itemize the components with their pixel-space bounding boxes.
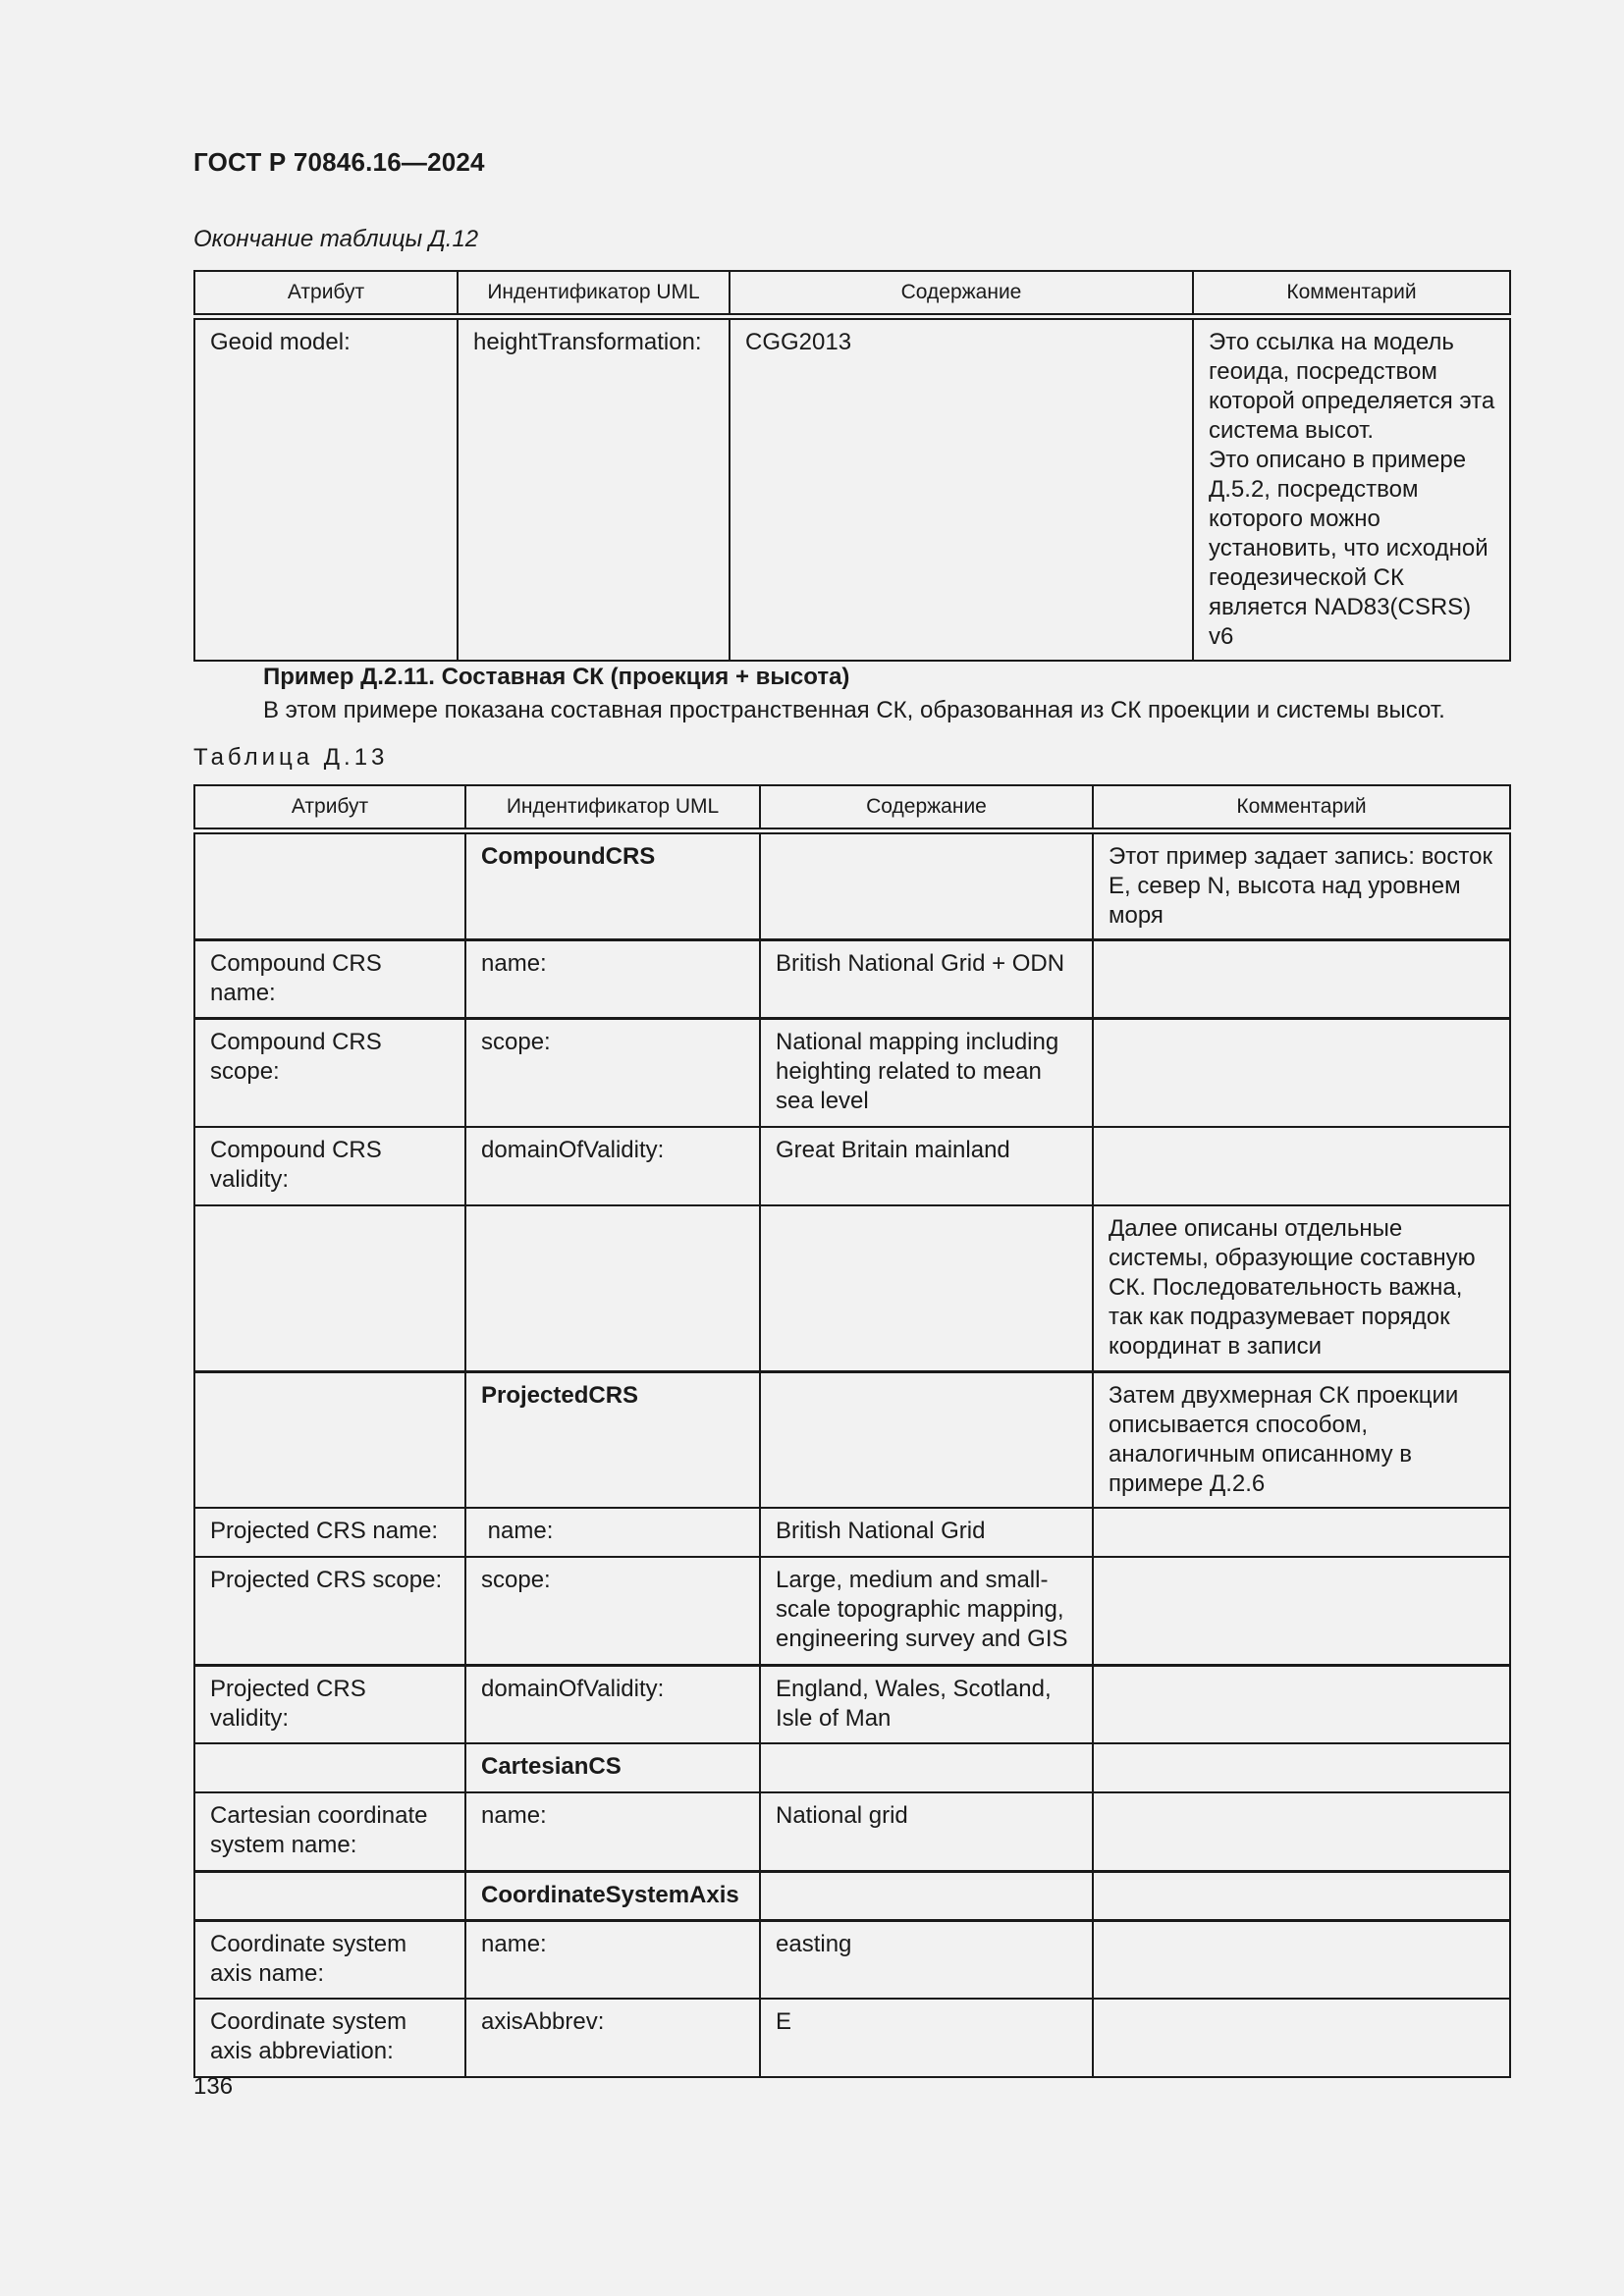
cell-attribute: Cartesian coordinate system name: [194, 1792, 465, 1871]
cell-content [760, 1372, 1093, 1509]
cell-attribute: Geoid model: [194, 317, 458, 662]
cell-attribute: Compound CRS validity: [194, 1127, 465, 1205]
cell-attribute: Projected CRS validity: [194, 1665, 465, 1743]
table-caption: Таблица Д.13 [193, 744, 389, 771]
cell-uml [465, 1205, 760, 1372]
table-row [194, 1743, 1510, 1792]
table-header-row [194, 271, 1510, 317]
cell-uml: name: [465, 1792, 760, 1871]
example-block [263, 661, 1500, 727]
cell-content: CGG2013 [730, 317, 1193, 662]
example-text: В этом примере показана составная пространственная СК, образованная из СК проекции и системы высот. [263, 697, 1445, 723]
cell-comment [1093, 1019, 1510, 1127]
cell-attribute [194, 1205, 465, 1372]
cell-attribute: Coordinate system axis abbreviation: [194, 1999, 465, 2077]
table-row [194, 1205, 1510, 1372]
cell-attribute [194, 1372, 465, 1509]
table-row [194, 1019, 1510, 1127]
cell-uml: domainOfValidity: [465, 1127, 760, 1205]
table-row [194, 1920, 1510, 1999]
cell-comment [1093, 940, 1510, 1019]
cell-content: England, Wales, Scotland, Isle of Man [760, 1665, 1093, 1743]
uml-class-name: CartesianCS [481, 1753, 622, 1780]
page-number: 136 [193, 2073, 234, 2100]
cell-uml: heightTransformation: [458, 317, 730, 662]
column-header-content: Содержание [760, 785, 1093, 831]
cell-comment: Затем двухмерная СК проекции описывается способом, аналогичным описанному в примере Д.2.6 [1093, 1372, 1510, 1509]
column-header-comment: Комментарий [1093, 785, 1510, 831]
cell-comment [1093, 1508, 1510, 1557]
table-row [194, 317, 1510, 662]
cell-comment [1093, 1920, 1510, 1999]
cell-content [760, 1743, 1093, 1792]
cell-attribute: Projected CRS scope: [194, 1557, 465, 1665]
cell-comment [1093, 1127, 1510, 1205]
table-row [194, 1372, 1510, 1509]
cell-content: National mapping including heighting related to mean sea level [760, 1019, 1093, 1127]
column-header-uml: Индентификатор UML [458, 271, 730, 317]
table-header-row [194, 785, 1510, 831]
cell-uml [465, 1743, 760, 1792]
uml-class-name: CoordinateSystemAxis [481, 1881, 739, 1908]
cell-attribute: Coordinate system axis name: [194, 1920, 465, 1999]
cell-comment: Этот пример задает запись: восток E, север N, высота над уровнем моря [1093, 831, 1510, 940]
table-row [194, 1792, 1510, 1871]
table-row [194, 831, 1510, 940]
comment-paragraph: Это ссылка на модель геоида, посредством которой определяется эта система высот. [1209, 329, 1495, 444]
cell-comment [1093, 1792, 1510, 1871]
cell-content: E [760, 1999, 1093, 2077]
cell-content: British National Grid [760, 1508, 1093, 1557]
cell-content: Large, medium and small-scale topographic mapping, engineering survey and GIS [760, 1557, 1093, 1665]
table-d13 [193, 784, 1511, 2078]
cell-content [760, 1205, 1093, 1372]
cell-comment [1093, 1743, 1510, 1792]
uml-class-name: ProjectedCRS [481, 1382, 639, 1409]
cell-uml: name: [465, 1920, 760, 1999]
uml-class-name: CompoundCRS [481, 843, 656, 870]
table-row [194, 1871, 1510, 1920]
cell-uml: domainOfValidity: [465, 1665, 760, 1743]
cell-uml: scope: [465, 1557, 760, 1665]
cell-uml [465, 1372, 760, 1509]
table-d12-end [193, 270, 1511, 662]
column-header-attribute: Атрибут [194, 785, 465, 831]
column-header-comment: Комментарий [1193, 271, 1510, 317]
cell-uml [465, 831, 760, 940]
example-title: Пример Д.2.11. Составная СК (проекция + высота) [263, 664, 850, 690]
cell-content [760, 1871, 1093, 1920]
table-continuation-label: Окончание таблицы Д.12 [193, 226, 479, 252]
cell-uml: axisAbbrev: [465, 1999, 760, 2077]
cell-content: easting [760, 1920, 1093, 1999]
cell-comment [1093, 1557, 1510, 1665]
cell-uml: name: [465, 940, 760, 1019]
table-row [194, 1665, 1510, 1743]
cell-comment [1093, 1871, 1510, 1920]
cell-comment [1093, 1665, 1510, 1743]
cell-content: Great Britain mainland [760, 1127, 1093, 1205]
cell-attribute [194, 1871, 465, 1920]
comment-paragraph: Это описано в примере Д.5.2, посредством которого можно установить, что исходной геодезической СК является NAD83(CSRS) v6 [1209, 447, 1489, 650]
cell-comment [1193, 317, 1510, 662]
cell-attribute [194, 1743, 465, 1792]
cell-comment: Далее описаны отдельные системы, образующие составную СК. Последовательность важна, так как подразумевает порядок координат в записи [1093, 1205, 1510, 1372]
cell-attribute: Compound CRS name: [194, 940, 465, 1019]
cell-uml [465, 1871, 760, 1920]
table-row [194, 940, 1510, 1019]
column-header-uml: Индентификатор UML [465, 785, 760, 831]
column-header-attribute: Атрибут [194, 271, 458, 317]
table-row [194, 1999, 1510, 2077]
table-row [194, 1557, 1510, 1665]
column-header-content: Содержание [730, 271, 1193, 317]
document-id: ГОСТ Р 70846.16—2024 [193, 147, 485, 177]
cell-attribute [194, 831, 465, 940]
cell-content [760, 831, 1093, 940]
cell-content: National grid [760, 1792, 1093, 1871]
cell-content: British National Grid + ODN [760, 940, 1093, 1019]
cell-uml: scope: [465, 1019, 760, 1127]
cell-attribute: Compound CRS scope: [194, 1019, 465, 1127]
cell-comment [1093, 1999, 1510, 2077]
cell-uml: name: [465, 1508, 760, 1557]
table-row [194, 1508, 1510, 1557]
table-row [194, 1127, 1510, 1205]
cell-attribute: Projected CRS name: [194, 1508, 465, 1557]
